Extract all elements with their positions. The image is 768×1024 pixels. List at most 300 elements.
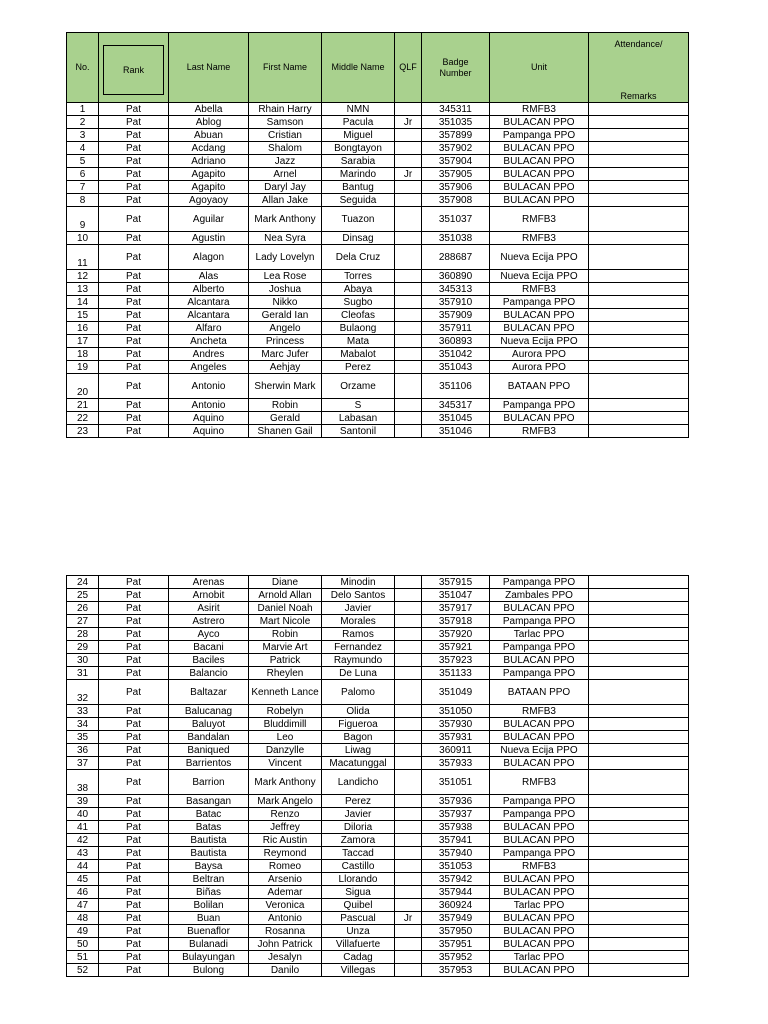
badge-number-cell: 351046 [422, 425, 490, 438]
middle-name-cell: Ramos [322, 628, 395, 641]
row-number: 36 [67, 744, 99, 757]
remarks-cell [589, 399, 689, 412]
first-name-cell: Rhain Harry [249, 103, 322, 116]
last-name-cell: Agoyaoy [169, 194, 249, 207]
unit-cell: RMFB3 [490, 283, 589, 296]
badge-number-cell: 357917 [422, 602, 490, 615]
table-row [67, 731, 689, 744]
qlf-cell [395, 925, 422, 938]
badge-number-cell: 357950 [422, 925, 490, 938]
badge-number-cell: 357905 [422, 168, 490, 181]
table-row [67, 322, 689, 335]
qlf-cell [395, 296, 422, 309]
remarks-cell [589, 680, 689, 705]
last-name-cell: Bacani [169, 641, 249, 654]
middle-name-cell: Orzame [322, 374, 395, 399]
badge-number-cell: 357933 [422, 757, 490, 770]
first-name-cell: Angelo [249, 322, 322, 335]
first-name-cell: Mark Anthony [249, 770, 322, 795]
table-row [67, 283, 689, 296]
rank-cell: Pat [99, 899, 169, 912]
last-name-cell: Batac [169, 808, 249, 821]
qlf-cell [395, 899, 422, 912]
qlf-cell [395, 232, 422, 245]
middle-name-cell: Bagon [322, 731, 395, 744]
qlf-cell [395, 194, 422, 207]
middle-name-cell: Llorando [322, 873, 395, 886]
rank-cell: Pat [99, 116, 169, 129]
first-name-cell: Daniel Noah [249, 602, 322, 615]
first-name-cell: Renzo [249, 808, 322, 821]
unit-cell: BULACAN PPO [490, 412, 589, 425]
table-row [67, 245, 689, 270]
badge-number-cell: 357921 [422, 641, 490, 654]
unit-cell: Pampanga PPO [490, 641, 589, 654]
table-row [67, 667, 689, 680]
rank-cell: Pat [99, 309, 169, 322]
rank-cell: Pat [99, 951, 169, 964]
table-row [67, 834, 689, 847]
unit-cell: Pampanga PPO [490, 795, 589, 808]
remarks-cell [589, 142, 689, 155]
badge-number-cell: 351051 [422, 770, 490, 795]
badge-number-cell: 345317 [422, 399, 490, 412]
remarks-cell [589, 296, 689, 309]
table-row [67, 757, 689, 770]
middle-name-cell: S [322, 399, 395, 412]
qlf-cell [395, 860, 422, 873]
first-name-cell: Bluddimill [249, 718, 322, 731]
qlf-cell [395, 181, 422, 194]
remarks-cell [589, 116, 689, 129]
table-row [67, 129, 689, 142]
unit-cell: BULACAN PPO [490, 886, 589, 899]
table-row [67, 899, 689, 912]
header-rank [99, 33, 169, 103]
rank-cell: Pat [99, 821, 169, 834]
qlf-cell [395, 412, 422, 425]
row-number: 25 [67, 589, 99, 602]
middle-name-cell: Tuazon [322, 207, 395, 232]
row-number: 24 [67, 576, 99, 589]
row-number: 29 [67, 641, 99, 654]
row-number: 16 [67, 322, 99, 335]
rank-cell: Pat [99, 589, 169, 602]
header-badge-number: Badge Number [422, 33, 490, 103]
unit-cell: RMFB3 [490, 103, 589, 116]
remarks-cell [589, 103, 689, 116]
table-row [67, 925, 689, 938]
row-number: 35 [67, 731, 99, 744]
remarks-cell [589, 795, 689, 808]
qlf-cell [395, 348, 422, 361]
last-name-cell: Baltazar [169, 680, 249, 705]
middle-name-cell: Marindo [322, 168, 395, 181]
remarks-cell [589, 589, 689, 602]
middle-name-cell: Seguida [322, 194, 395, 207]
badge-number-cell: 357942 [422, 873, 490, 886]
badge-number-cell: 351037 [422, 207, 490, 232]
badge-number-cell: 357953 [422, 964, 490, 977]
first-name-cell: Marc Jufer [249, 348, 322, 361]
row-number: 8 [67, 194, 99, 207]
row-number: 38 [67, 770, 99, 795]
rank-cell: Pat [99, 142, 169, 155]
unit-cell: RMFB3 [490, 860, 589, 873]
last-name-cell: Balucanag [169, 705, 249, 718]
remarks-cell [589, 808, 689, 821]
qlf-cell [395, 399, 422, 412]
table-row [67, 425, 689, 438]
unit-cell: BULACAN PPO [490, 142, 589, 155]
badge-number-cell: 288687 [422, 245, 490, 270]
last-name-cell: Agustin [169, 232, 249, 245]
qlf-cell [395, 425, 422, 438]
remarks-cell [589, 283, 689, 296]
rank-cell: Pat [99, 808, 169, 821]
first-name-cell: Antonio [249, 912, 322, 925]
remarks-cell [589, 951, 689, 964]
rank-cell: Pat [99, 335, 169, 348]
remarks-cell [589, 757, 689, 770]
middle-name-cell: Bulaong [322, 322, 395, 335]
qlf-cell [395, 641, 422, 654]
rank-cell: Pat [99, 194, 169, 207]
middle-name-cell: Palomo [322, 680, 395, 705]
middle-name-cell: Cadag [322, 951, 395, 964]
unit-cell: BULACAN PPO [490, 938, 589, 951]
row-number: 46 [67, 886, 99, 899]
middle-name-cell: Torres [322, 270, 395, 283]
last-name-cell: Alberto [169, 283, 249, 296]
remarks-cell [589, 641, 689, 654]
qlf-cell [395, 309, 422, 322]
last-name-cell: Asirit [169, 602, 249, 615]
last-name-cell: Buenaflor [169, 925, 249, 938]
qlf-cell [395, 628, 422, 641]
remarks-cell [589, 576, 689, 589]
unit-cell: Aurora PPO [490, 348, 589, 361]
qlf-cell [395, 589, 422, 602]
qlf-cell [395, 951, 422, 964]
qlf-cell [395, 374, 422, 399]
table-row [67, 795, 689, 808]
first-name-cell: Ric Austin [249, 834, 322, 847]
badge-number-cell: 351042 [422, 348, 490, 361]
table-row [67, 270, 689, 283]
unit-cell: BULACAN PPO [490, 718, 589, 731]
badge-number-cell: 360893 [422, 335, 490, 348]
qlf-cell [395, 654, 422, 667]
badge-number-cell: 351045 [422, 412, 490, 425]
middle-name-cell: Perez [322, 361, 395, 374]
unit-cell: BULACAN PPO [490, 654, 589, 667]
rank-cell: Pat [99, 168, 169, 181]
table-row [67, 680, 689, 705]
unit-cell: Pampanga PPO [490, 615, 589, 628]
last-name-cell: Bautista [169, 834, 249, 847]
unit-cell: BULACAN PPO [490, 322, 589, 335]
rank-cell: Pat [99, 399, 169, 412]
qlf-cell [395, 361, 422, 374]
roster-table-page-2 [66, 575, 689, 977]
row-number: 22 [67, 412, 99, 425]
qlf-cell [395, 335, 422, 348]
remarks-cell [589, 821, 689, 834]
last-name-cell: Abuan [169, 129, 249, 142]
last-name-cell: Basangan [169, 795, 249, 808]
row-number: 41 [67, 821, 99, 834]
middle-name-cell: Olida [322, 705, 395, 718]
rank-cell: Pat [99, 129, 169, 142]
table-row [67, 964, 689, 977]
unit-cell: RMFB3 [490, 705, 589, 718]
last-name-cell: Bautista [169, 847, 249, 860]
first-name-cell: Patrick [249, 654, 322, 667]
last-name-cell: Baysa [169, 860, 249, 873]
header-remarks-label: Remarks [620, 91, 657, 101]
middle-name-cell: Unza [322, 925, 395, 938]
middle-name-cell: Dinsag [322, 232, 395, 245]
first-name-cell: Diane [249, 576, 322, 589]
rank-cell: Pat [99, 602, 169, 615]
table-row [67, 155, 689, 168]
last-name-cell: Agapito [169, 181, 249, 194]
remarks-cell [589, 628, 689, 641]
first-name-cell: Mart Nicole [249, 615, 322, 628]
remarks-cell [589, 194, 689, 207]
rank-cell: Pat [99, 576, 169, 589]
table-row [67, 860, 689, 873]
row-number: 50 [67, 938, 99, 951]
last-name-cell: Andres [169, 348, 249, 361]
unit-cell: BULACAN PPO [490, 912, 589, 925]
rank-cell: Pat [99, 667, 169, 680]
qlf-cell [395, 270, 422, 283]
unit-cell: Pampanga PPO [490, 576, 589, 589]
first-name-cell: Jazz [249, 155, 322, 168]
unit-cell: BULACAN PPO [490, 309, 589, 322]
table-row [67, 589, 689, 602]
badge-number-cell: 351133 [422, 667, 490, 680]
qlf-cell [395, 938, 422, 951]
unit-cell: BULACAN PPO [490, 964, 589, 977]
row-number: 5 [67, 155, 99, 168]
first-name-cell: Rheylen [249, 667, 322, 680]
rank-cell: Pat [99, 628, 169, 641]
unit-cell: BULACAN PPO [490, 602, 589, 615]
last-name-cell: Balancio [169, 667, 249, 680]
row-number: 30 [67, 654, 99, 667]
last-name-cell: Beltran [169, 873, 249, 886]
qlf-cell: Jr [395, 912, 422, 925]
table-row [67, 744, 689, 757]
middle-name-cell: Castillo [322, 860, 395, 873]
last-name-cell: Baluyot [169, 718, 249, 731]
remarks-cell [589, 615, 689, 628]
table-row [67, 296, 689, 309]
last-name-cell: Alfaro [169, 322, 249, 335]
qlf-cell [395, 718, 422, 731]
unit-cell: Nueva Ecija PPO [490, 270, 589, 283]
row-number: 26 [67, 602, 99, 615]
middle-name-cell: Morales [322, 615, 395, 628]
remarks-cell [589, 925, 689, 938]
first-name-cell: Leo [249, 731, 322, 744]
rank-cell: Pat [99, 860, 169, 873]
table-row [67, 873, 689, 886]
row-number: 28 [67, 628, 99, 641]
last-name-cell: Antonio [169, 399, 249, 412]
badge-number-cell: 357949 [422, 912, 490, 925]
last-name-cell: Ancheta [169, 335, 249, 348]
badge-number-cell: 357904 [422, 155, 490, 168]
row-number: 23 [67, 425, 99, 438]
first-name-cell: Nikko [249, 296, 322, 309]
table-row [67, 374, 689, 399]
unit-cell: BULACAN PPO [490, 181, 589, 194]
unit-cell: BATAAN PPO [490, 680, 589, 705]
rank-cell: Pat [99, 770, 169, 795]
unit-cell: RMFB3 [490, 770, 589, 795]
middle-name-cell: Pascual [322, 912, 395, 925]
badge-number-cell: 351106 [422, 374, 490, 399]
qlf-cell [395, 283, 422, 296]
unit-cell: Pampanga PPO [490, 667, 589, 680]
rank-cell: Pat [99, 296, 169, 309]
middle-name-cell: Raymundo [322, 654, 395, 667]
table-row [67, 886, 689, 899]
middle-name-cell: Sarabia [322, 155, 395, 168]
remarks-cell [589, 899, 689, 912]
header-middle-name: Middle Name [322, 33, 395, 103]
first-name-cell: Samson [249, 116, 322, 129]
badge-number-cell: 357911 [422, 322, 490, 335]
badge-number-cell: 357899 [422, 129, 490, 142]
first-name-cell: Ademar [249, 886, 322, 899]
remarks-cell [589, 667, 689, 680]
last-name-cell: Baciles [169, 654, 249, 667]
rank-cell: Pat [99, 348, 169, 361]
middle-name-cell: Villafuerte [322, 938, 395, 951]
table-row [67, 399, 689, 412]
last-name-cell: Alcantara [169, 309, 249, 322]
last-name-cell: Bandalan [169, 731, 249, 744]
row-number: 42 [67, 834, 99, 847]
table-row [67, 309, 689, 322]
remarks-cell [589, 348, 689, 361]
first-name-cell: Sherwin Mark [249, 374, 322, 399]
table-row [67, 103, 689, 116]
rank-cell: Pat [99, 912, 169, 925]
qlf-cell [395, 886, 422, 899]
row-number: 15 [67, 309, 99, 322]
badge-number-cell: 357951 [422, 938, 490, 951]
last-name-cell: Angeles [169, 361, 249, 374]
badge-number-cell: 360890 [422, 270, 490, 283]
row-number: 33 [67, 705, 99, 718]
badge-number-cell: 357941 [422, 834, 490, 847]
remarks-cell [589, 886, 689, 899]
last-name-cell: Arenas [169, 576, 249, 589]
remarks-cell [589, 602, 689, 615]
remarks-cell [589, 718, 689, 731]
row-number: 12 [67, 270, 99, 283]
middle-name-cell: Diloria [322, 821, 395, 834]
middle-name-cell: Landicho [322, 770, 395, 795]
last-name-cell: Astrero [169, 615, 249, 628]
first-name-cell: Danzylle [249, 744, 322, 757]
qlf-cell [395, 576, 422, 589]
badge-number-cell: 357923 [422, 654, 490, 667]
unit-cell: Aurora PPO [490, 361, 589, 374]
row-number: 2 [67, 116, 99, 129]
unit-cell: RMFB3 [490, 232, 589, 245]
first-name-cell: Gerald Ian [249, 309, 322, 322]
last-name-cell: Alas [169, 270, 249, 283]
qlf-cell [395, 757, 422, 770]
rank-cell: Pat [99, 283, 169, 296]
first-name-cell: Allan Jake [249, 194, 322, 207]
middle-name-cell: Miguel [322, 129, 395, 142]
last-name-cell: Biñas [169, 886, 249, 899]
rank-cell: Pat [99, 873, 169, 886]
rank-cell: Pat [99, 615, 169, 628]
first-name-cell: Jesalyn [249, 951, 322, 964]
rank-cell: Pat [99, 847, 169, 860]
unit-cell: RMFB3 [490, 207, 589, 232]
badge-number-cell: 357940 [422, 847, 490, 860]
table-row [67, 615, 689, 628]
badge-number-cell: 357910 [422, 296, 490, 309]
header-qlf: QLF [395, 33, 422, 103]
middle-name-cell: Villegas [322, 964, 395, 977]
last-name-cell: Aquino [169, 425, 249, 438]
first-name-cell: Jeffrey [249, 821, 322, 834]
row-number: 51 [67, 951, 99, 964]
remarks-cell [589, 705, 689, 718]
first-name-cell: Rosanna [249, 925, 322, 938]
table-row [67, 348, 689, 361]
rank-cell: Pat [99, 245, 169, 270]
badge-number-cell: 357952 [422, 951, 490, 964]
last-name-cell: Bulayungan [169, 951, 249, 964]
row-number: 31 [67, 667, 99, 680]
table-row [67, 641, 689, 654]
middle-name-cell: Delo Santos [322, 589, 395, 602]
unit-cell: Pampanga PPO [490, 847, 589, 860]
qlf-cell [395, 873, 422, 886]
badge-number-cell: 357936 [422, 795, 490, 808]
middle-name-cell: Perez [322, 795, 395, 808]
remarks-cell [589, 335, 689, 348]
rank-cell: Pat [99, 718, 169, 731]
unit-cell: Pampanga PPO [490, 808, 589, 821]
table-row [67, 654, 689, 667]
qlf-cell [395, 667, 422, 680]
row-number: 20 [67, 374, 99, 399]
middle-name-cell: Bantug [322, 181, 395, 194]
rank-cell: Pat [99, 322, 169, 335]
row-number: 3 [67, 129, 99, 142]
unit-cell: Nueva Ecija PPO [490, 245, 589, 270]
remarks-cell [589, 770, 689, 795]
rank-cell: Pat [99, 731, 169, 744]
row-number: 45 [67, 873, 99, 886]
remarks-cell [589, 129, 689, 142]
remarks-cell [589, 847, 689, 860]
middle-name-cell: Cleofas [322, 309, 395, 322]
